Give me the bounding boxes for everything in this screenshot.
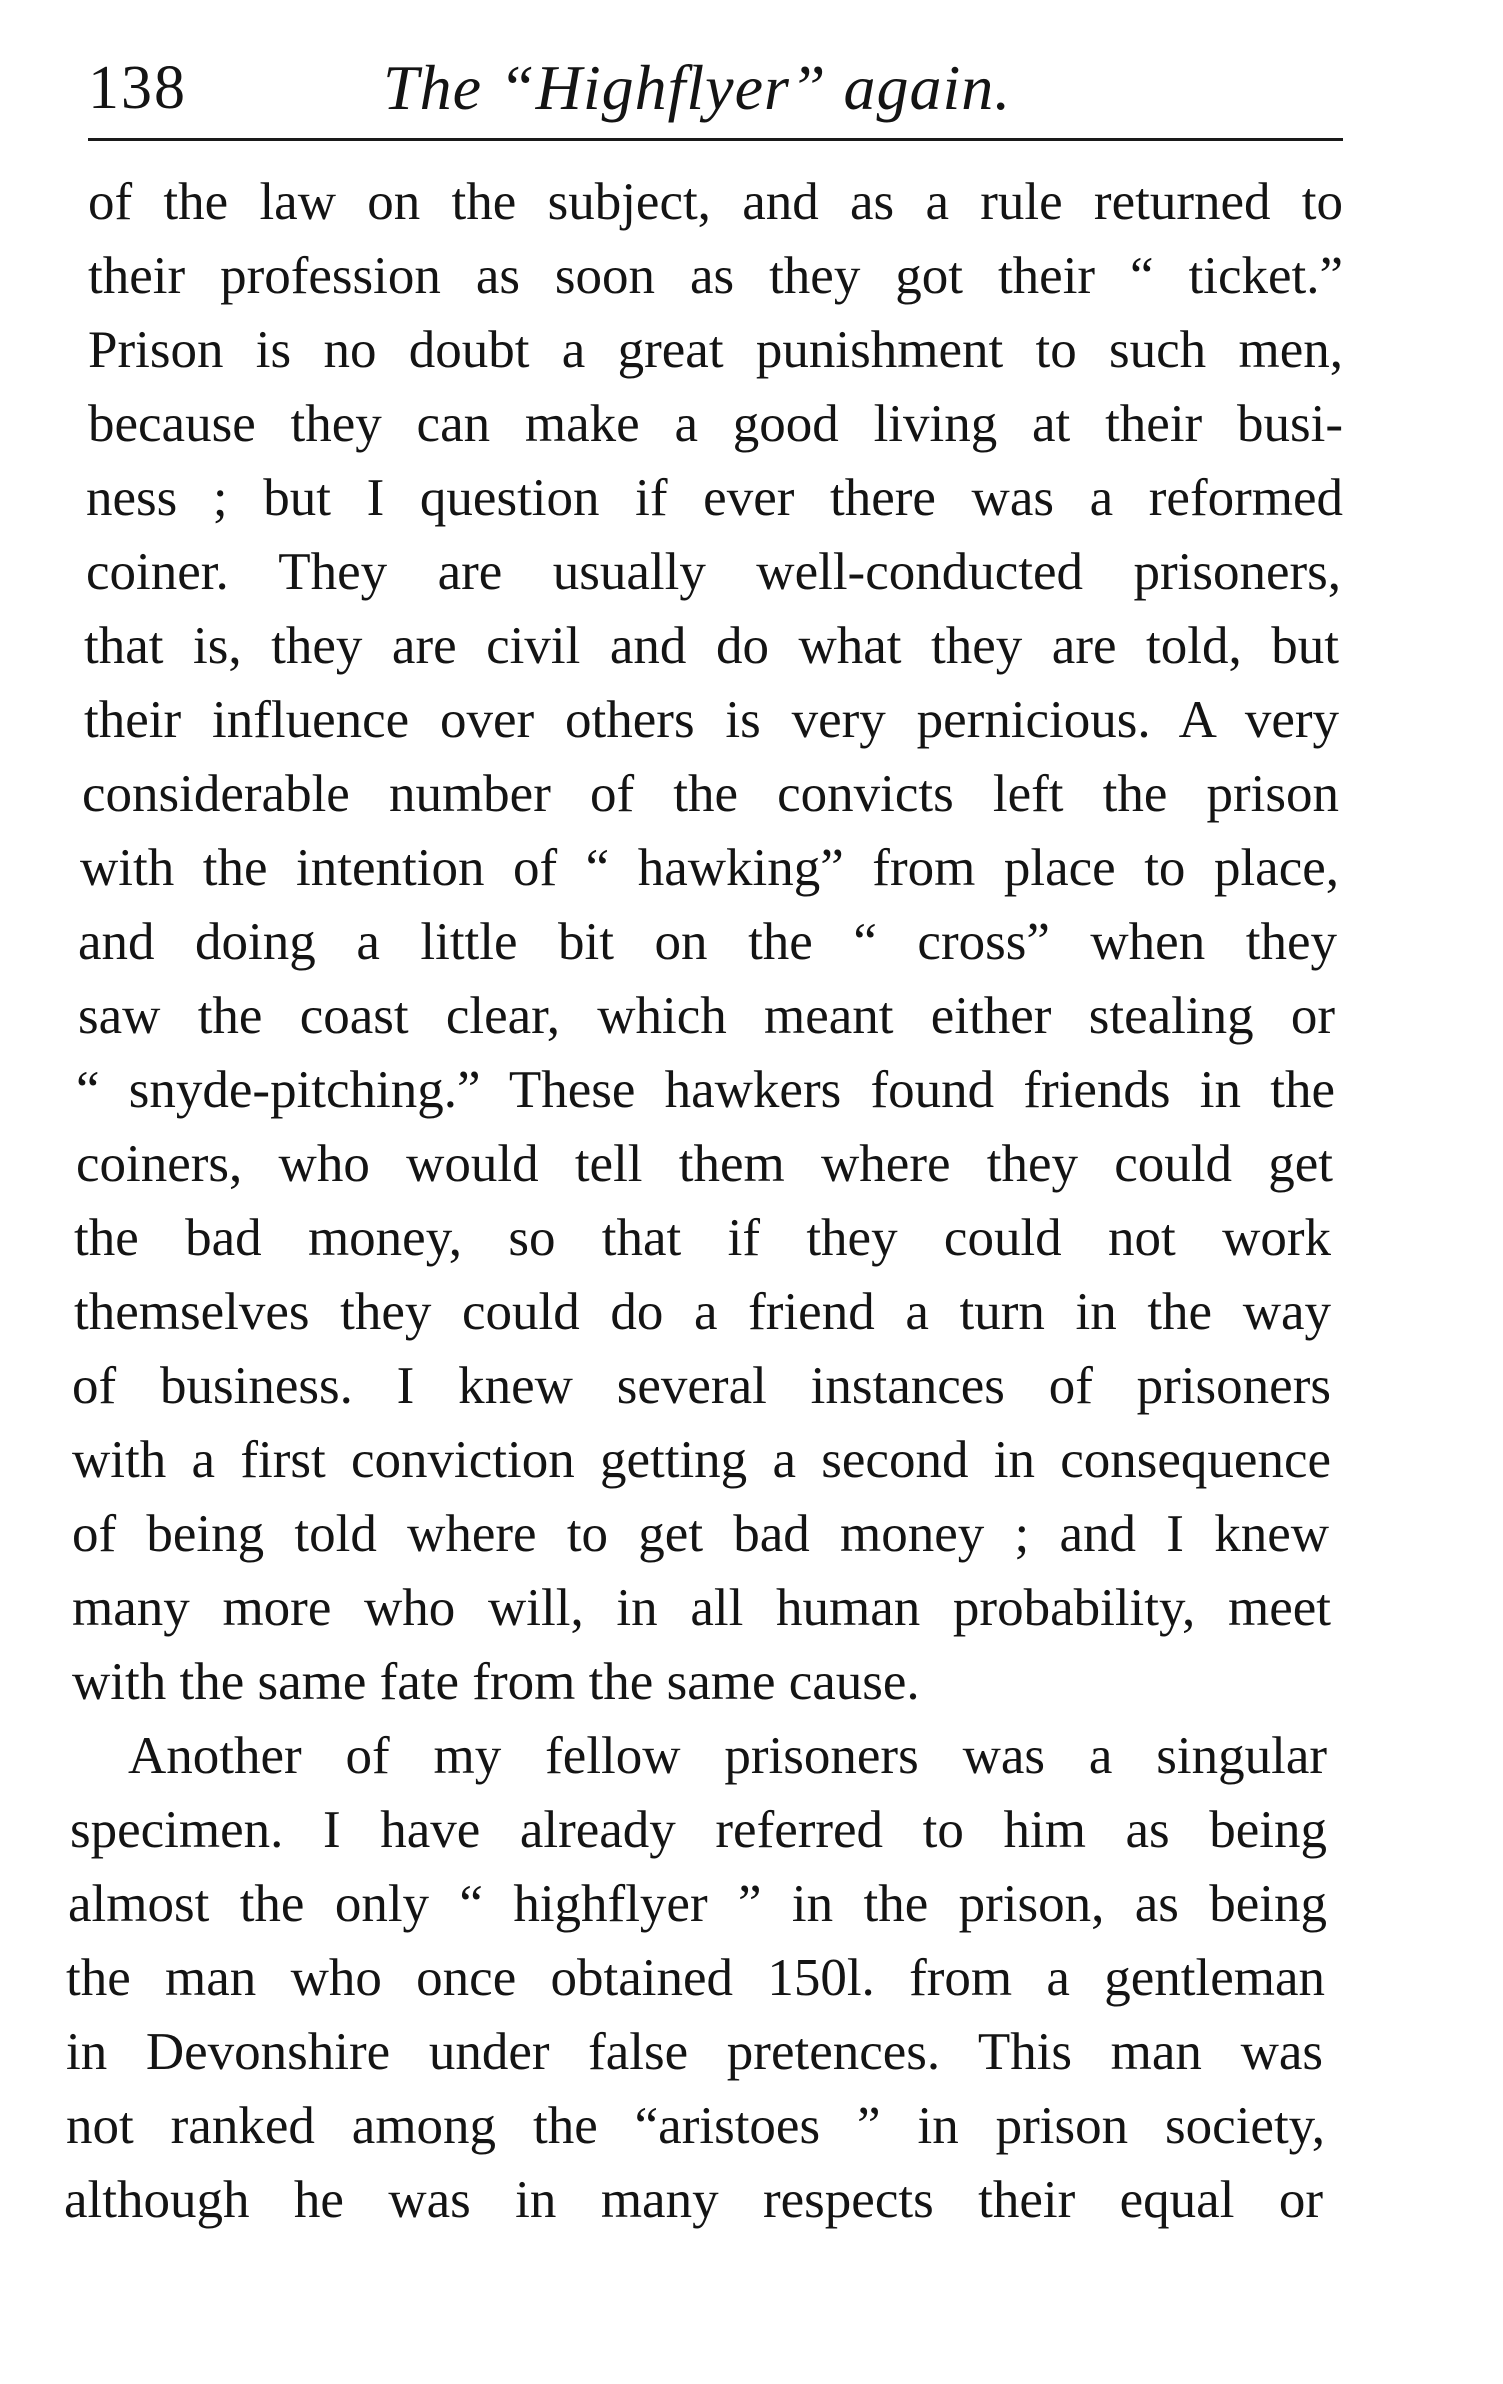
text-line: many more who will, in all human probability, meet xyxy=(72,1579,1331,1637)
text-line: their profession as soon as they got their “ ticket.” xyxy=(88,247,1343,305)
text-line: almost the only “ highflyer ” in the prison, as being xyxy=(68,1875,1327,1933)
text-line: and doing a little bit on the “ cross” when they xyxy=(78,913,1337,971)
text-line: the bad money, so that if they could not work xyxy=(74,1209,1331,1267)
text-line: with the intention of “ hawking” from place to place, xyxy=(80,839,1339,897)
text-line: because they can make a good living at their busi- xyxy=(88,395,1343,453)
text-line: of the law on the subject, and as a rule returned to xyxy=(88,173,1343,231)
running-title: The “Highflyer” again. xyxy=(383,52,1012,123)
text-line: with the same fate from the same cause. xyxy=(72,1653,920,1711)
text-line: saw the coast clear, which meant either stealing or xyxy=(78,987,1335,1045)
text-line: “ snyde-pitching.” These hawkers found friends in the xyxy=(76,1061,1335,1119)
text-line: that is, they are civil and do what they are told, but xyxy=(84,617,1339,675)
text-line: in Devonshire under false pretences. This man was xyxy=(66,2023,1323,2081)
paragraph-first-line: Another of my fellow prisoners was a singular xyxy=(128,1727,1327,1785)
running-head xyxy=(88,38,1343,138)
text-line: specimen. I have already referred to him as being xyxy=(70,1801,1327,1859)
text-line: although he was in many respects their equal or xyxy=(64,2171,1323,2229)
text-line: themselves they could do a friend a turn in the way xyxy=(74,1283,1331,1341)
text-line: considerable number of the convicts left the prison xyxy=(82,765,1339,823)
header-rule xyxy=(88,138,1343,141)
text-line: of business. I knew several instances of prisoners xyxy=(72,1357,1331,1415)
text-line: of being told where to get bad money ; and I knew xyxy=(72,1505,1329,1563)
page-number: 138 xyxy=(88,54,187,122)
text-line: with a first conviction getting a second in consequence xyxy=(72,1431,1331,1489)
text-line: coiners, who would tell them where they could get xyxy=(76,1135,1333,1193)
text-line: Prison is no doubt a great punishment to such men, xyxy=(88,321,1343,379)
text-line: coiner. They are usually well-conducted prisoners, xyxy=(86,543,1341,601)
text-line: their influence over others is very pernicious. A very xyxy=(84,691,1339,749)
text-line: not ranked among the “aristoes ” in prison society, xyxy=(66,2097,1325,2155)
text-line: the man who once obtained 150l. from a gentleman xyxy=(66,1949,1325,2007)
text-line: ness ; but I question if ever there was a reformed xyxy=(86,469,1343,527)
